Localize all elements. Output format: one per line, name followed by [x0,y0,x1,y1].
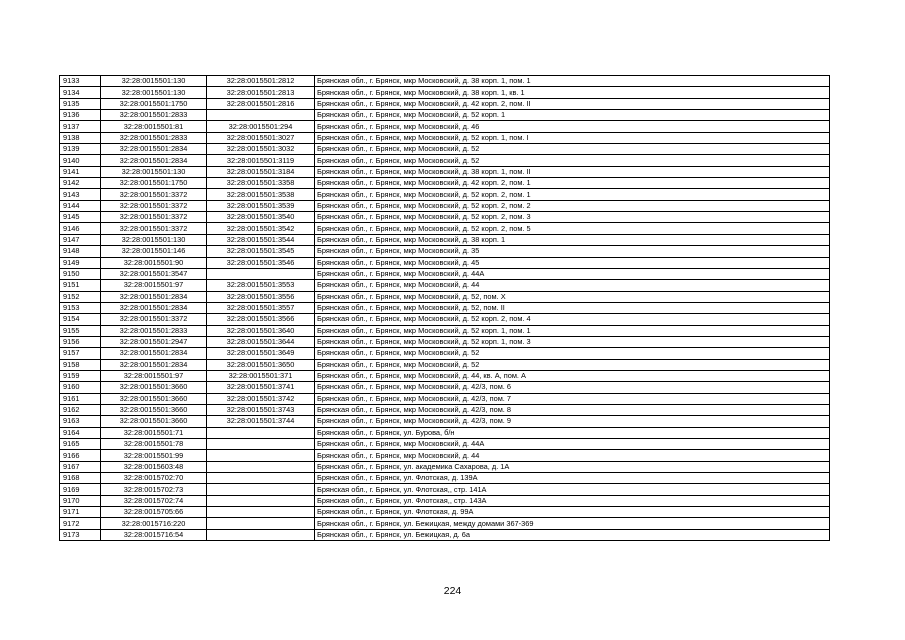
cadastral-number-cell: 32:28:0015501:1750 [101,178,207,189]
row-number-cell: 9151 [60,280,101,291]
object-cadastral-number-cell [207,439,315,450]
address-cell: Брянская обл., г. Брянск, мкр Московский, д. 42/3, пом. 9 [315,416,830,427]
table-row [60,416,830,427]
address-cell: Брянская обл., г. Брянск, ул. Флотская, д. 99А [315,507,830,518]
address-cell: Брянская обл., г. Брянск, мкр Московский, д. 42/3, пом. 7 [315,393,830,404]
object-cadastral-number-cell [207,427,315,438]
table-row [60,144,830,155]
table-row [60,212,830,223]
table-row [60,257,830,268]
object-cadastral-number-cell: 32:28:0015501:3640 [207,325,315,336]
address-cell: Брянская обл., г. Брянск, мкр Московский, д. 52 корп. 1, пом. 1 [315,325,830,336]
address-cell: Брянская обл., г. Брянск, мкр Московский, д. 52 корп. 2, пом. 3 [315,212,830,223]
cadastral-number-cell: 32:28:0015501:99 [101,450,207,461]
row-number-cell: 9166 [60,450,101,461]
row-number-cell: 9154 [60,314,101,325]
cadastral-number-cell: 32:28:0015501:81 [101,121,207,132]
cadastral-number-cell: 32:28:0015501:71 [101,427,207,438]
object-cadastral-number-cell: 32:28:0015501:3742 [207,393,315,404]
row-number-cell: 9171 [60,507,101,518]
address-cell: Брянская обл., г. Брянск, мкр Московский, д. 52 [315,359,830,370]
row-number-cell: 9168 [60,473,101,484]
row-number-cell: 9138 [60,132,101,143]
table-row [60,507,830,518]
cadastral-number-cell: 32:28:0015501:2833 [101,132,207,143]
object-cadastral-number-cell: 32:28:0015501:3184 [207,166,315,177]
cadastral-number-cell: 32:28:0015501:130 [101,76,207,87]
cadastral-number-cell: 32:28:0015501:2834 [101,348,207,359]
address-cell: Брянская обл., г. Брянск, мкр Московский, д. 44А [315,268,830,279]
row-number-cell: 9152 [60,291,101,302]
table-row [60,495,830,506]
address-cell: Брянская обл., г. Брянск, мкр Московский, д. 46 [315,121,830,132]
row-number-cell: 9140 [60,155,101,166]
row-number-cell: 9150 [60,268,101,279]
page-number: 224 [443,585,462,597]
cadastral-number-cell: 32:28:0015501:3660 [101,404,207,415]
cadastral-number-cell: 32:28:0015501:3547 [101,268,207,279]
address-cell: Брянская обл., г. Брянск, мкр Московский, д. 44 [315,450,830,461]
table-row [60,518,830,529]
cadastral-number-cell: 32:28:0015702:74 [101,495,207,506]
object-cadastral-number-cell: 32:28:0015501:3743 [207,404,315,415]
row-number-cell: 9145 [60,212,101,223]
object-cadastral-number-cell [207,473,315,484]
row-number-cell: 9136 [60,110,101,121]
registry-table-body [60,76,830,541]
address-cell: Брянская обл., г. Брянск, мкр Московский, д. 52 корп. 1 [315,110,830,121]
object-cadastral-number-cell [207,507,315,518]
row-number-cell: 9172 [60,518,101,529]
cadastral-number-cell: 32:28:0015501:3660 [101,416,207,427]
object-cadastral-number-cell [207,268,315,279]
row-number-cell: 9146 [60,223,101,234]
table-row [60,529,830,540]
address-cell: Брянская обл., г. Брянск, мкр Московский, д. 52 корп. 1, пом. I [315,132,830,143]
address-cell: Брянская обл., г. Брянск, ул. Бурова, б/н [315,427,830,438]
table-row [60,404,830,415]
cadastral-number-cell: 32:28:0015501:3372 [101,200,207,211]
row-number-cell: 9148 [60,246,101,257]
cadastral-number-cell: 32:28:0015501:3372 [101,212,207,223]
table-row [60,382,830,393]
cadastral-number-cell: 32:28:0015501:2947 [101,336,207,347]
object-cadastral-number-cell: 32:28:0015501:3119 [207,155,315,166]
address-cell: Брянская обл., г. Брянск, мкр Московский, д. 44А [315,439,830,450]
row-number-cell: 9170 [60,495,101,506]
address-cell: Брянская обл., г. Брянск, мкр Московский, д. 45 [315,257,830,268]
row-number-cell: 9155 [60,325,101,336]
row-number-cell: 9135 [60,98,101,109]
cadastral-number-cell: 32:28:0015501:3372 [101,189,207,200]
address-cell: Брянская обл., г. Брянск, мкр Московский, д. 44 [315,280,830,291]
table-row [60,439,830,450]
object-cadastral-number-cell: 32:28:0015501:371 [207,370,315,381]
object-cadastral-number-cell [207,495,315,506]
row-number-cell: 9173 [60,529,101,540]
cadastral-number-cell: 32:28:0015501:3660 [101,393,207,404]
cadastral-number-cell: 32:28:0015501:2833 [101,110,207,121]
address-cell: Брянская обл., г. Брянск, мкр Московский, д. 52 корп. 2, пом. 1 [315,189,830,200]
object-cadastral-number-cell [207,461,315,472]
object-cadastral-number-cell: 32:28:0015501:3538 [207,189,315,200]
cadastral-number-cell: 32:28:0015702:70 [101,473,207,484]
cadastral-number-cell: 32:28:0015501:3660 [101,382,207,393]
table-row [60,246,830,257]
address-cell: Брянская обл., г. Брянск, мкр Московский, д. 42 корп. 2, пом. II [315,98,830,109]
row-number-cell: 9161 [60,393,101,404]
object-cadastral-number-cell: 32:28:0015501:294 [207,121,315,132]
object-cadastral-number-cell: 32:28:0015501:3744 [207,416,315,427]
row-number-cell: 9158 [60,359,101,370]
object-cadastral-number-cell: 32:28:0015501:3644 [207,336,315,347]
table-row [60,155,830,166]
row-number-cell: 9144 [60,200,101,211]
row-number-cell: 9159 [60,370,101,381]
table-row [60,110,830,121]
table-row [60,336,830,347]
address-cell: Брянская обл., г. Брянск, мкр Московский, д. 42/3, пом. 6 [315,382,830,393]
table-row [60,200,830,211]
row-number-cell: 9142 [60,178,101,189]
address-cell: Брянская обл., г. Брянск, ул. Флотская,, стр. 143А [315,495,830,506]
cadastral-number-cell: 32:28:0015716:220 [101,518,207,529]
row-number-cell: 9153 [60,302,101,313]
object-cadastral-number-cell: 32:28:0015501:3539 [207,200,315,211]
cadastral-number-cell: 32:28:0015501:146 [101,246,207,257]
table-row [60,291,830,302]
address-cell: Брянская обл., г. Брянск, мкр Московский, д. 35 [315,246,830,257]
row-number-cell: 9163 [60,416,101,427]
table-row [60,280,830,291]
table-row [60,98,830,109]
address-cell: Брянская обл., г. Брянск, мкр Московский, д. 52, пом. II [315,302,830,313]
table-row [60,121,830,132]
object-cadastral-number-cell: 32:28:0015501:3032 [207,144,315,155]
cadastral-number-cell: 32:28:0015501:130 [101,166,207,177]
address-cell: Брянская обл., г. Брянск, ул. академика Сахарова, д. 1А [315,461,830,472]
address-cell: Брянская обл., г. Брянск, мкр Московский, д. 52 [315,348,830,359]
registry-table [59,75,830,541]
table-row [60,325,830,336]
object-cadastral-number-cell: 32:28:0015501:2813 [207,87,315,98]
address-cell: Брянская обл., г. Брянск, мкр Московский, д. 42 корп. 2, пом. 1 [315,178,830,189]
address-cell: Брянская обл., г. Брянск, мкр Московский, д. 52 корп. 2, пом. 5 [315,223,830,234]
object-cadastral-number-cell: 32:28:0015501:2816 [207,98,315,109]
address-cell: Брянская обл., г. Брянск, мкр Московский, д. 44, кв. А, пом. А [315,370,830,381]
row-number-cell: 9165 [60,439,101,450]
table-row [60,268,830,279]
row-number-cell: 9133 [60,76,101,87]
object-cadastral-number-cell [207,450,315,461]
cadastral-number-cell: 32:28:0015501:1750 [101,98,207,109]
cadastral-number-cell: 32:28:0015501:2834 [101,155,207,166]
cadastral-number-cell: 32:28:0015702:73 [101,484,207,495]
table-row [60,427,830,438]
table-row [60,348,830,359]
row-number-cell: 9160 [60,382,101,393]
cadastral-number-cell: 32:28:0015501:97 [101,370,207,381]
row-number-cell: 9147 [60,234,101,245]
address-cell: Брянская обл., г. Брянск, ул. Бежицкая, между домами 367-369 [315,518,830,529]
address-cell: Брянская обл., г. Брянск, мкр Московский, д. 52 корп. 2, пом. 4 [315,314,830,325]
table-row [60,87,830,98]
row-number-cell: 9162 [60,404,101,415]
object-cadastral-number-cell: 32:28:0015501:3553 [207,280,315,291]
cadastral-number-cell: 32:28:0015501:3372 [101,314,207,325]
object-cadastral-number-cell [207,518,315,529]
address-cell: Брянская обл., г. Брянск, ул. Бежицкая, д. 6а [315,529,830,540]
object-cadastral-number-cell: 32:28:0015501:3741 [207,382,315,393]
table-row [60,76,830,87]
address-cell: Брянская обл., г. Брянск, мкр Московский, д. 52, пом. X [315,291,830,302]
table-row [60,302,830,313]
object-cadastral-number-cell: 32:28:0015501:3544 [207,234,315,245]
row-number-cell: 9149 [60,257,101,268]
address-cell: Брянская обл., г. Брянск, мкр Московский, д. 38 корп. 1, кв. 1 [315,87,830,98]
object-cadastral-number-cell: 32:28:0015501:3540 [207,212,315,223]
table-row [60,359,830,370]
object-cadastral-number-cell: 32:28:0015501:3546 [207,257,315,268]
cadastral-number-cell: 32:28:0015501:2834 [101,144,207,155]
row-number-cell: 9139 [60,144,101,155]
address-cell: Брянская обл., г. Брянск, мкр Московский, д. 42/3, пом. 8 [315,404,830,415]
row-number-cell: 9137 [60,121,101,132]
object-cadastral-number-cell [207,110,315,121]
row-number-cell: 9164 [60,427,101,438]
address-cell: Брянская обл., г. Брянск, мкр Московский, д. 38 корп. 1 [315,234,830,245]
cadastral-number-cell: 32:28:0015501:90 [101,257,207,268]
object-cadastral-number-cell [207,529,315,540]
cadastral-number-cell: 32:28:0015501:2834 [101,359,207,370]
object-cadastral-number-cell: 32:28:0015501:3358 [207,178,315,189]
cadastral-number-cell: 32:28:0015501:2834 [101,291,207,302]
table-row [60,484,830,495]
table-row [60,166,830,177]
object-cadastral-number-cell [207,484,315,495]
address-cell: Брянская обл., г. Брянск, мкр Московский, д. 52 корп. 1, пом. 3 [315,336,830,347]
address-cell: Брянская обл., г. Брянск, ул. Флотская, д. 139А [315,473,830,484]
object-cadastral-number-cell: 32:28:0015501:3545 [207,246,315,257]
table-row [60,473,830,484]
address-cell: Брянская обл., г. Брянск, мкр Московский, д. 52 [315,155,830,166]
cadastral-number-cell: 32:28:0015501:130 [101,234,207,245]
object-cadastral-number-cell: 32:28:0015501:3027 [207,132,315,143]
row-number-cell: 9167 [60,461,101,472]
table-row [60,234,830,245]
cadastral-number-cell: 32:28:0015501:3372 [101,223,207,234]
row-number-cell: 9141 [60,166,101,177]
table-row [60,461,830,472]
object-cadastral-number-cell: 32:28:0015501:3566 [207,314,315,325]
table-row [60,370,830,381]
row-number-cell: 9169 [60,484,101,495]
cadastral-number-cell: 32:28:0015501:97 [101,280,207,291]
object-cadastral-number-cell: 32:28:0015501:3649 [207,348,315,359]
address-cell: Брянская обл., г. Брянск, ул. Флотская,, стр. 141А [315,484,830,495]
table-row [60,132,830,143]
table-row [60,393,830,404]
row-number-cell: 9156 [60,336,101,347]
cadastral-number-cell: 32:28:0015603:48 [101,461,207,472]
address-cell: Брянская обл., г. Брянск, мкр Московский, д. 38 корп. 1, пом. 1 [315,76,830,87]
object-cadastral-number-cell: 32:28:0015501:3557 [207,302,315,313]
object-cadastral-number-cell: 32:28:0015501:3542 [207,223,315,234]
table-row [60,189,830,200]
row-number-cell: 9143 [60,189,101,200]
table-row [60,223,830,234]
cadastral-number-cell: 32:28:0015501:130 [101,87,207,98]
cadastral-number-cell: 32:28:0015705:66 [101,507,207,518]
object-cadastral-number-cell: 32:28:0015501:3556 [207,291,315,302]
cadastral-number-cell: 32:28:0015716:54 [101,529,207,540]
table-row [60,178,830,189]
address-cell: Брянская обл., г. Брянск, мкр Московский, д. 52 [315,144,830,155]
object-cadastral-number-cell: 32:28:0015501:3650 [207,359,315,370]
address-cell: Брянская обл., г. Брянск, мкр Московский, д. 52 корп. 2, пом. 2 [315,200,830,211]
row-number-cell: 9157 [60,348,101,359]
address-cell: Брянская обл., г. Брянск, мкр Московский, д. 38 корп. 1, пом. II [315,166,830,177]
cadastral-number-cell: 32:28:0015501:2834 [101,302,207,313]
object-cadastral-number-cell: 32:28:0015501:2812 [207,76,315,87]
cadastral-number-cell: 32:28:0015501:78 [101,439,207,450]
table-row [60,450,830,461]
row-number-cell: 9134 [60,87,101,98]
table-row [60,314,830,325]
cadastral-number-cell: 32:28:0015501:2833 [101,325,207,336]
